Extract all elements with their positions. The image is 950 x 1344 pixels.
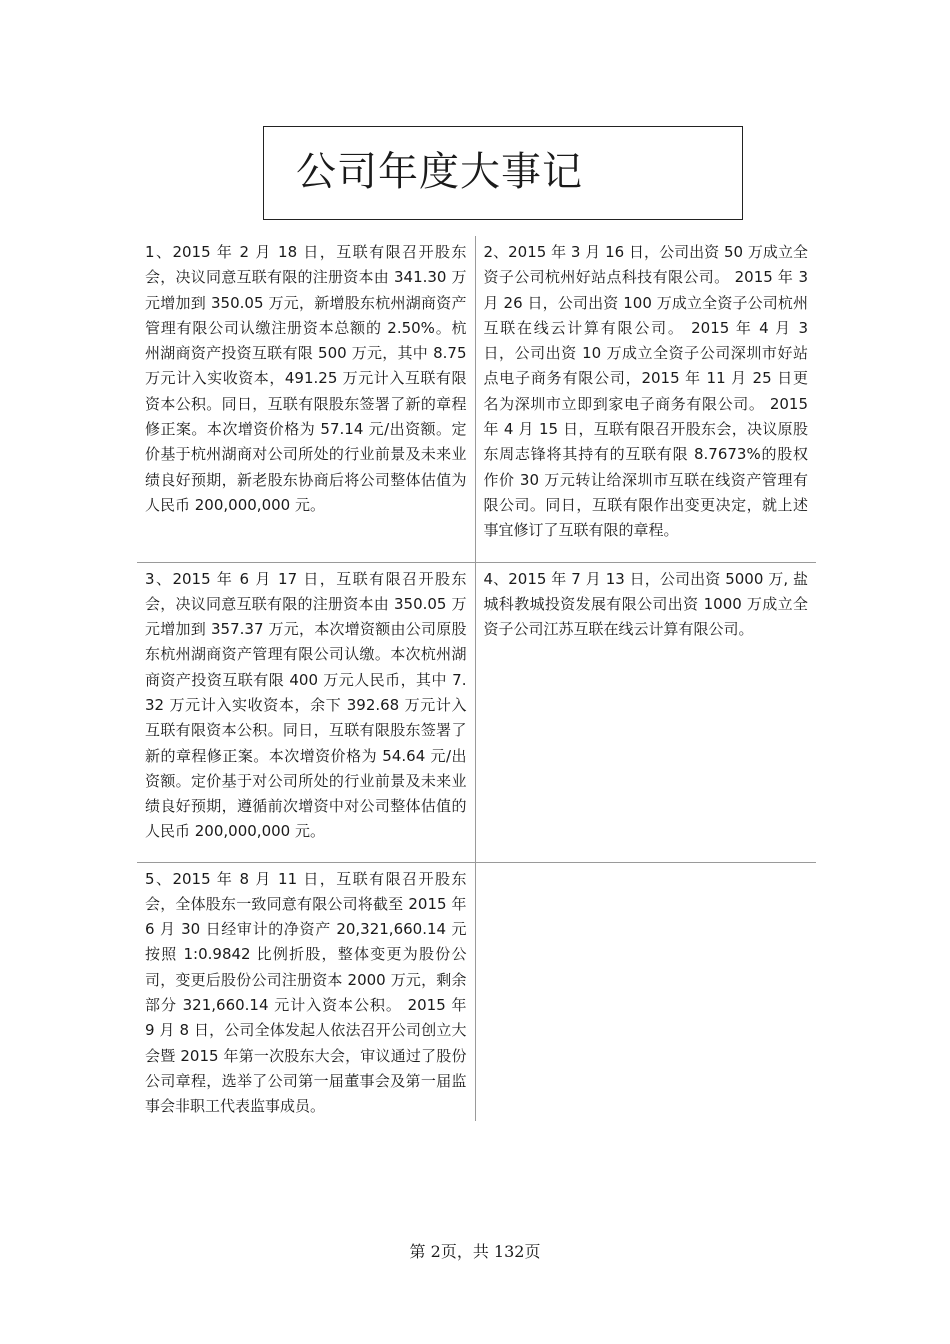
table-row bbox=[137, 562, 816, 862]
page-title: 公司年度大事记 bbox=[296, 149, 583, 195]
table-row bbox=[137, 862, 816, 1121]
event-cell: 5、2015 年 8 月 11 日，互联有限召开股东会，全体股东一致同意有限公司将截至 2015 年 6 月 30 日经审计的净资产 20,321,660.14 元按照 1:0.9842 比例折股，整体变更为股份公司，变更后股份公司注册资本 2000 万元，剩余部分 321,660.14 元计入资本公积。 2015 年 9 月 8 日，公司全体发起人依法召开公司创立大会暨 2015 年第一次股东大会，审议通过了股份公司章程，选举了公司第一届董事会及第一届监事会非职工代表监事成员。 bbox=[137, 862, 475, 1121]
event-cell: 3、2015 年 6 月 17 日，互联有限召开股东会，决议同意互联有限的注册资本由 350.05 万元增加到 357.37 万元，本次增资额由公司原股东杭州湖商资产管理有限公司认缴。本次杭州湖商资产投资互联有限 400 万元人民币，其中 7.32 万元计入实收资本，余下 392.68 万元计入互联有限资本公积。同日，互联有限股东签署了新的章程修正案。本次增资价格为 54.64 元/出资额。定价基于对公司所处的行业前景及未来业绩良好预期，遵循前次增资中对公司整体估值的人民币 200,000,000 元。 bbox=[137, 562, 475, 862]
event-cell: 2、2015 年 3 月 16 日，公司出资 50 万成立全资子公司杭州好站点科技有限公司。 2015 年 3 月 26 日，公司出资 100 万成立全资子公司杭州互联在线云计算有限公司。 2015 年 4 月 3 日，公司出资 10 万成立全资子公司深圳市好站点电子商务有限公司，2015 年 11 月 25 日更名为深圳市立即到家电子商务有限公司。 2015 年 4 月 15 日，互联有限召开股东会，决议原股东周志锋将其持有的互联有限 8.7673%的股权作价 30 万元转让给深圳市互联在线资产管理有限公司。同日，互联有限作出变更决定，就上述事宜修订了互联有限的章程。 bbox=[475, 236, 816, 562]
events-table bbox=[137, 236, 816, 1121]
page-number: 第 2页，共 132页 bbox=[409, 1242, 541, 1261]
table-row bbox=[137, 236, 816, 562]
event-cell: 4、2015 年 7 月 13 日，公司出资 5000 万, 盐城科教城投资发展有限公司出资 1000 万成立全资子公司江苏互联在线云计算有限公司。 bbox=[475, 562, 816, 862]
event-cell-empty bbox=[475, 862, 816, 1121]
event-cell: 1、2015 年 2 月 18 日，互联有限召开股东会，决议同意互联有限的注册资本由 341.30 万元增加到 350.05 万元，新增股东杭州湖商资产管理有限公司认缴注册资本总额的 2.50%。杭州湖商资产投资互联有限 500 万元，其中 8.75 万元计入实收资本，491.25 万元计入互联有限资本公积。同日，互联有限股东签署了新的章程修正案。本次增资价格为 57.14 元/出资额。定价基于杭州湖商对公司所处的行业前景及未来业绩良好预期，新老股东协商后将公司整体估值为人民币 200,000,000 元。 bbox=[137, 236, 475, 562]
title-box bbox=[263, 126, 743, 220]
